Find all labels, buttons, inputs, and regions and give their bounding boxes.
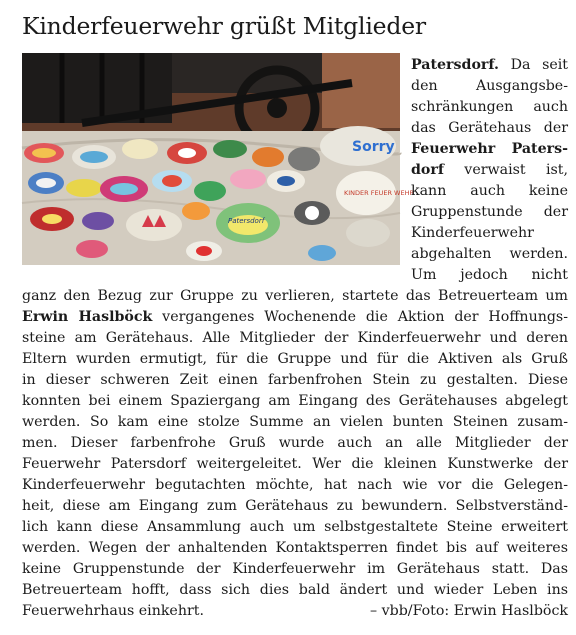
article-sidebar-text xyxy=(411,55,568,286)
text-line: Eltern wurden ermutigt, für die Gruppe und für die Aktiven als Gruß xyxy=(22,351,568,367)
text-line: konnten bei einem Spaziergang am Eingang des Gerätehauses abgelegt xyxy=(22,393,568,409)
text-line: den Ausgangsbe- xyxy=(411,78,568,94)
text-line: ganz den Bezug zur Gruppe zu verlieren, startete das Betreuerteam um xyxy=(22,288,568,304)
stone-text-sorry: Sorry xyxy=(352,139,395,155)
text-line: Gruppenstunde der xyxy=(411,204,568,220)
text-line: keine Gruppenstunde der Kinderfeuerwehr im Gerätehaus statt. Das xyxy=(22,561,568,577)
text-line: men. Dieser farbenfrohe Gruß wurde auch an alle Mitglieder der xyxy=(22,435,568,451)
text-line: Kinderfeuerwehr begutachten möchte, hat nach wie vor die Gelegen- xyxy=(22,477,568,493)
text-line: in dieser schweren Zeit einen farbenfrohen Stein zu gestalten. Diese xyxy=(22,372,568,388)
article-body-text xyxy=(22,286,568,622)
text-line: schränkungen auch xyxy=(411,99,568,115)
text-line: Betreuerteam hofft, dass sich dies bald ändert und wieder Leben ins xyxy=(22,582,568,598)
article-headline: Kinderfeuerwehr grüßt Mitglieder xyxy=(22,12,426,40)
text-line: Um jedoch nicht xyxy=(411,267,568,283)
closing-line xyxy=(22,601,568,622)
text-line: werden. So kam eine stolze Summe an vielen bunten Steinen zusam- xyxy=(22,414,568,430)
text-line: dorf verwaist ist, xyxy=(411,162,568,178)
text-line: Feuerwehrhaus einkehrt. xyxy=(22,603,204,619)
stone-text-kinderfeuerwehr: KINDER FEUER WEHR xyxy=(344,189,414,197)
painted-stones-image xyxy=(22,53,414,265)
text-line: abgehalten werden. xyxy=(411,246,568,262)
text-line: das Gerätehaus der xyxy=(411,120,568,136)
text-line: Feuerwehr Patersdorf weitergeleitet. Wer die kleinen Kunstwerke der xyxy=(22,456,568,472)
text-line: Erwin Haslböck vergangenes Wochenende die Aktion der Hoffnungs- xyxy=(22,309,568,325)
article-photo xyxy=(22,53,414,265)
text-line: kann auch keine xyxy=(411,183,568,199)
text-line: Kinderfeuerwehr xyxy=(411,225,534,241)
text-line: werden. Wegen der anhaltenden Kontaktsperren findet bis auf weiteres xyxy=(22,540,568,556)
text-line: steine am Gerätehaus. Alle Mitglieder der Kinderfeuerwehr und deren xyxy=(22,330,568,346)
text-line: lich kann diese Ansammlung auch um selbstgestaltete Steine erweitert xyxy=(22,519,568,535)
stone-text-patersdorf: Patersdorf xyxy=(228,217,265,225)
photo-credit: – vbb/Foto: Erwin Haslböck xyxy=(370,603,568,619)
text-line: Feuerwehr Paters- xyxy=(411,141,568,157)
text-line: heit, diese am Eingang zum Gerätehaus zu bewundern. Selbstverständ- xyxy=(22,498,568,514)
text-line: Patersdorf. Da seit xyxy=(411,57,568,73)
